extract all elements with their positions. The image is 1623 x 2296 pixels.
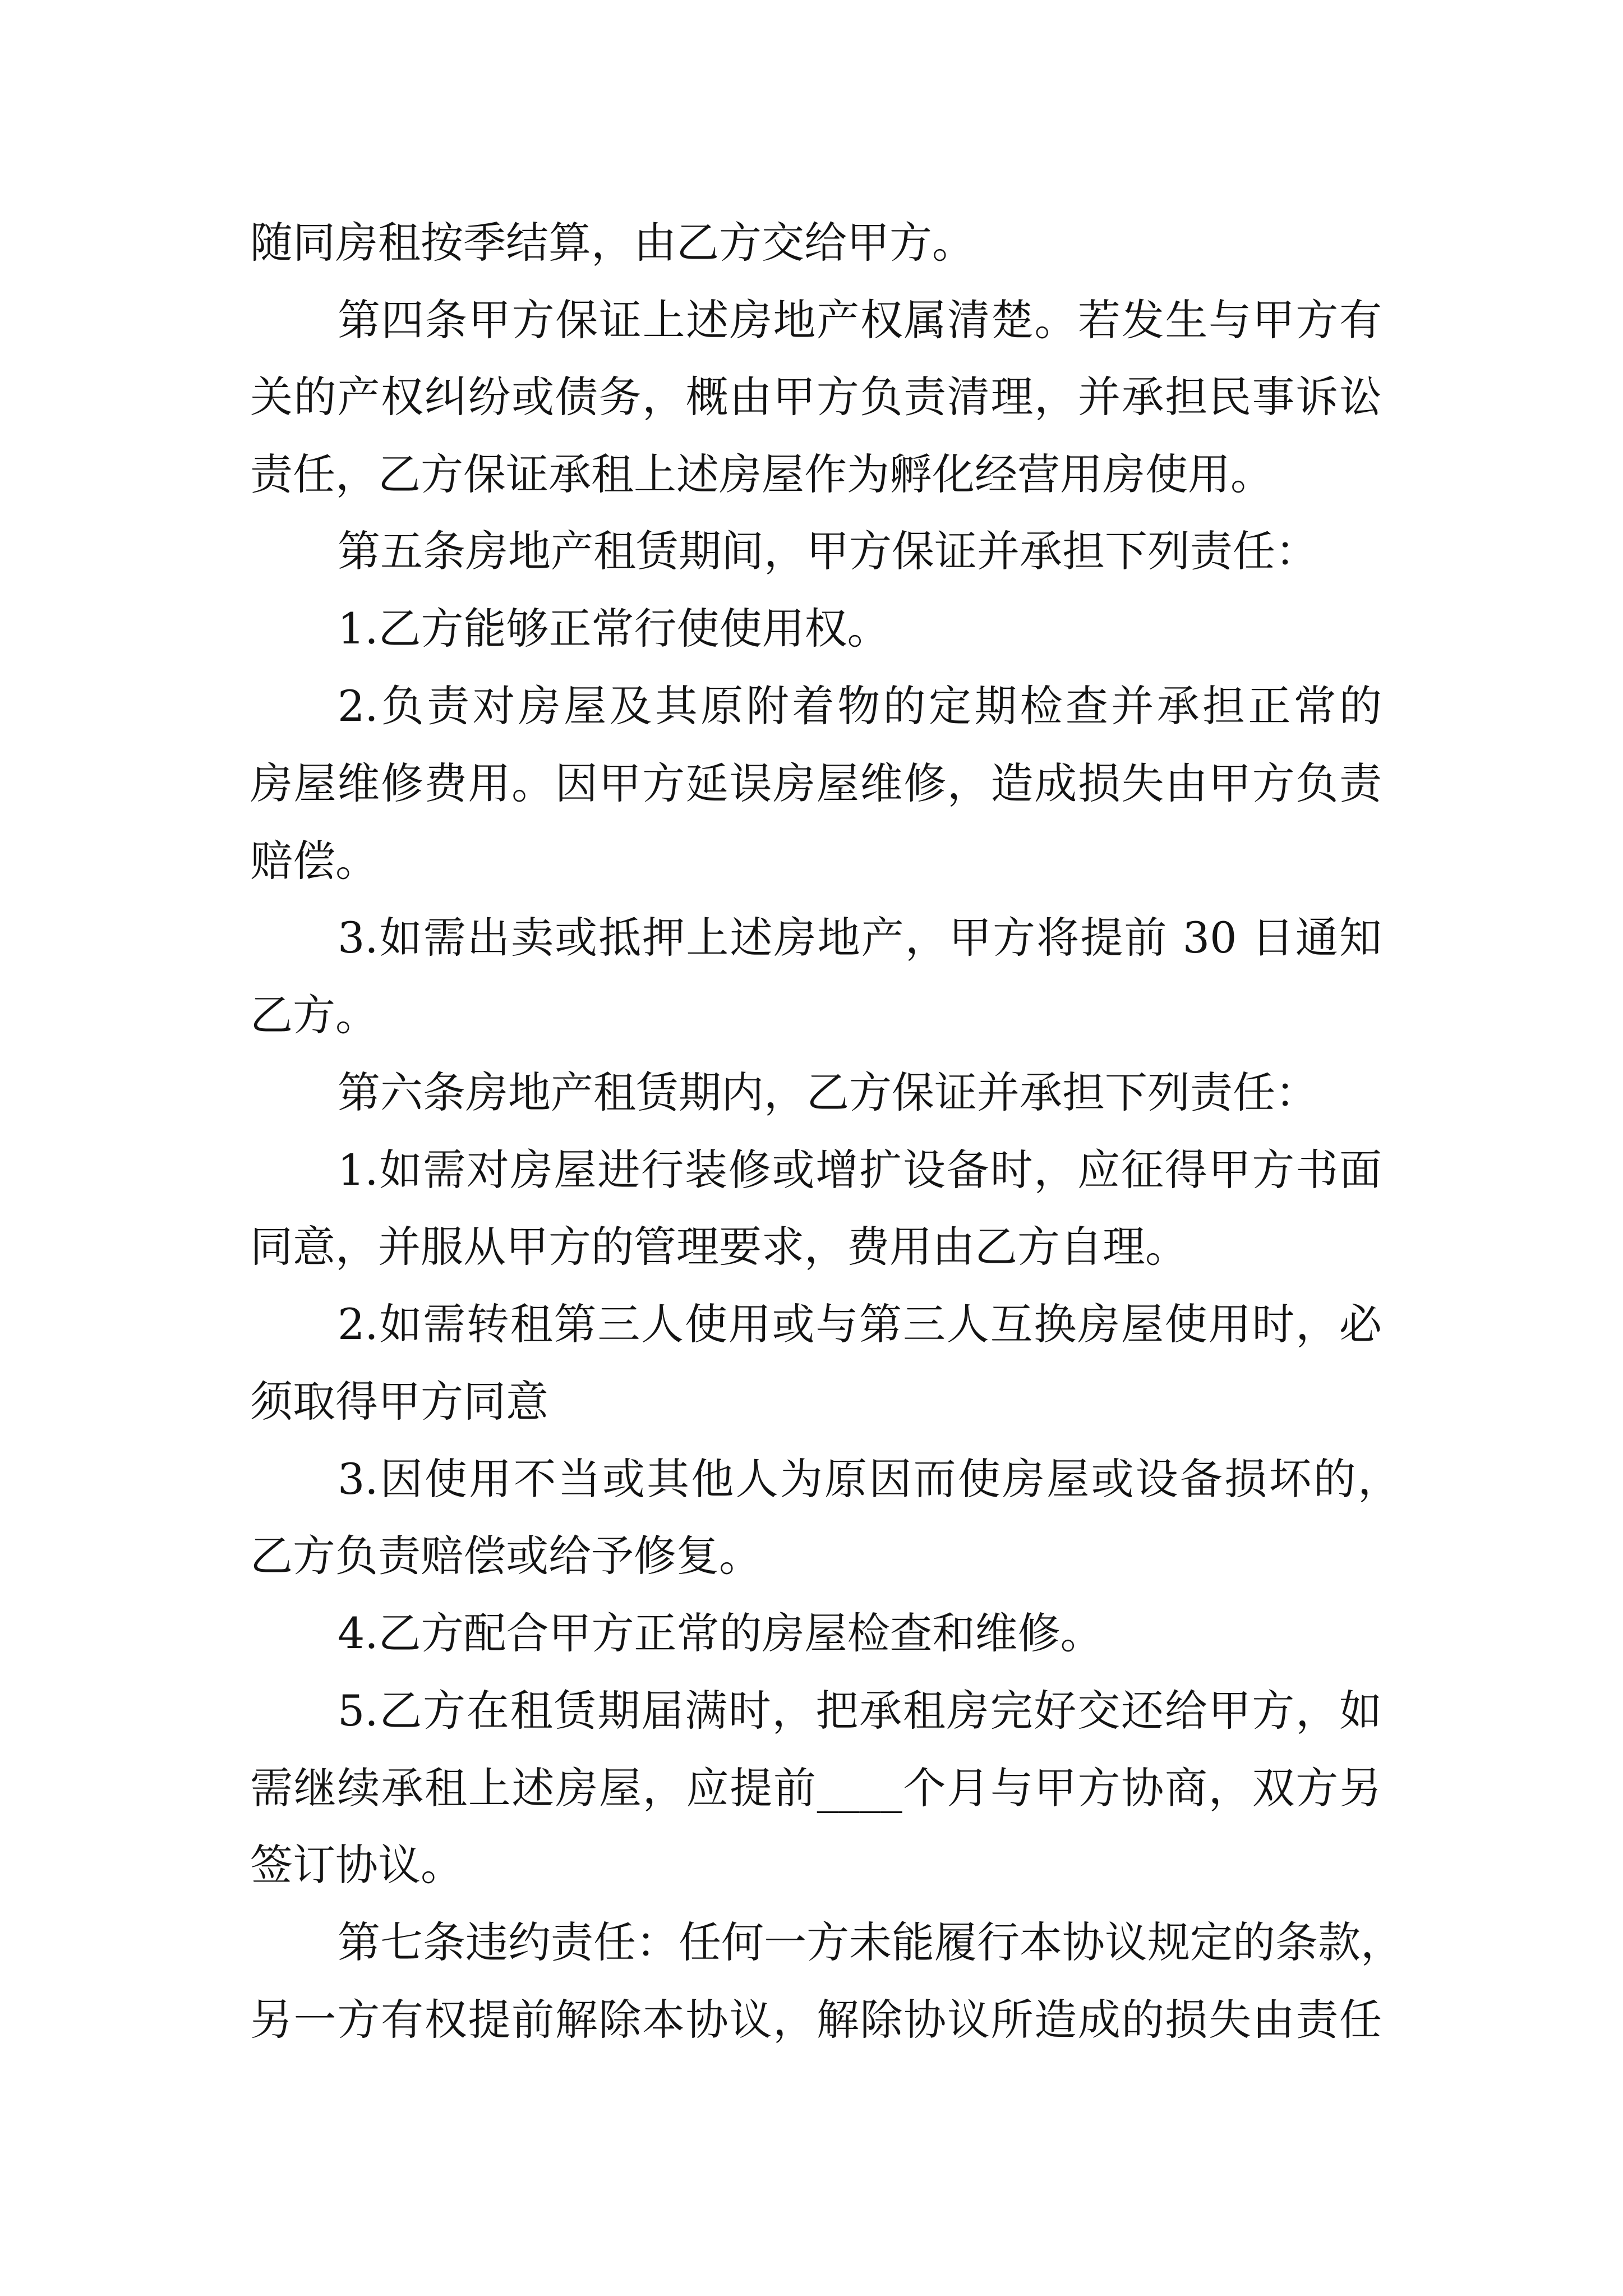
text-line: 随同房租按季结算，由乙方交给甲方。 — [250, 218, 975, 268]
text-line: 需继续承租上述房屋，应提前____个月与甲方协商，双方另 — [250, 1763, 1382, 1813]
text-line: 1.乙方能够正常行使使用权。 — [338, 604, 890, 654]
text-line: 第五条房地产租赁期间，甲方保证并承担下列责任： — [338, 526, 1318, 576]
text-line: 第六条房地产租赁期内，乙方保证并承担下列责任： — [338, 1068, 1318, 1117]
text-line: 须取得甲方同意 — [250, 1377, 548, 1427]
text-line: 另一方有权提前解除本协议，解除协议所造成的损失由责任 — [250, 1995, 1382, 2045]
text-line: 1.如需对房屋进行装修或增扩设备时，应征得甲方书面 — [338, 1145, 1382, 1195]
text-line: 第七条违约责任：任何一方未能履行本协议规定的条款， — [338, 1917, 1403, 1967]
text-line: 乙方。 — [250, 990, 378, 1040]
text-line: 2.负责对房屋及其原附着物的定期检查并承担正常的 — [338, 681, 1382, 731]
text-line: 关的产权纠纷或债务，概由甲方负责清理，并承担民事诉讼 — [250, 372, 1382, 422]
text-line: 3.如需出卖或抵押上述房地产，甲方将提前 30 日通知 — [338, 913, 1382, 963]
text-line: 房屋维修费用。因甲方延误房屋维修，造成损失由甲方负责 — [250, 758, 1382, 808]
text-line: 2.如需转租第三人使用或与第三人互换房屋使用时，必 — [338, 1299, 1382, 1349]
text-line: 乙方负责赔偿或给予修复。 — [250, 1531, 762, 1581]
text-line: 4.乙方配合甲方正常的房屋检查和维修。 — [338, 1608, 1103, 1658]
text-line: 责任，乙方保证承租上述房屋作为孵化经营用房使用。 — [250, 449, 1273, 499]
text-line: 赔偿。 — [250, 836, 378, 886]
text-line: 3.因使用不当或其他人为原因而使房屋或设备损坏的， — [338, 1454, 1400, 1504]
text-line: 第四条甲方保证上述房地产权属清楚。若发生与甲方有 — [338, 295, 1382, 345]
text-line: 同意，并服从甲方的管理要求，费用由乙方自理。 — [250, 1222, 1188, 1272]
text-line: 签订协议。 — [250, 1840, 463, 1890]
text-line: 5.乙方在租赁期届满时，把承租房完好交还给甲方，如 — [338, 1686, 1382, 1736]
